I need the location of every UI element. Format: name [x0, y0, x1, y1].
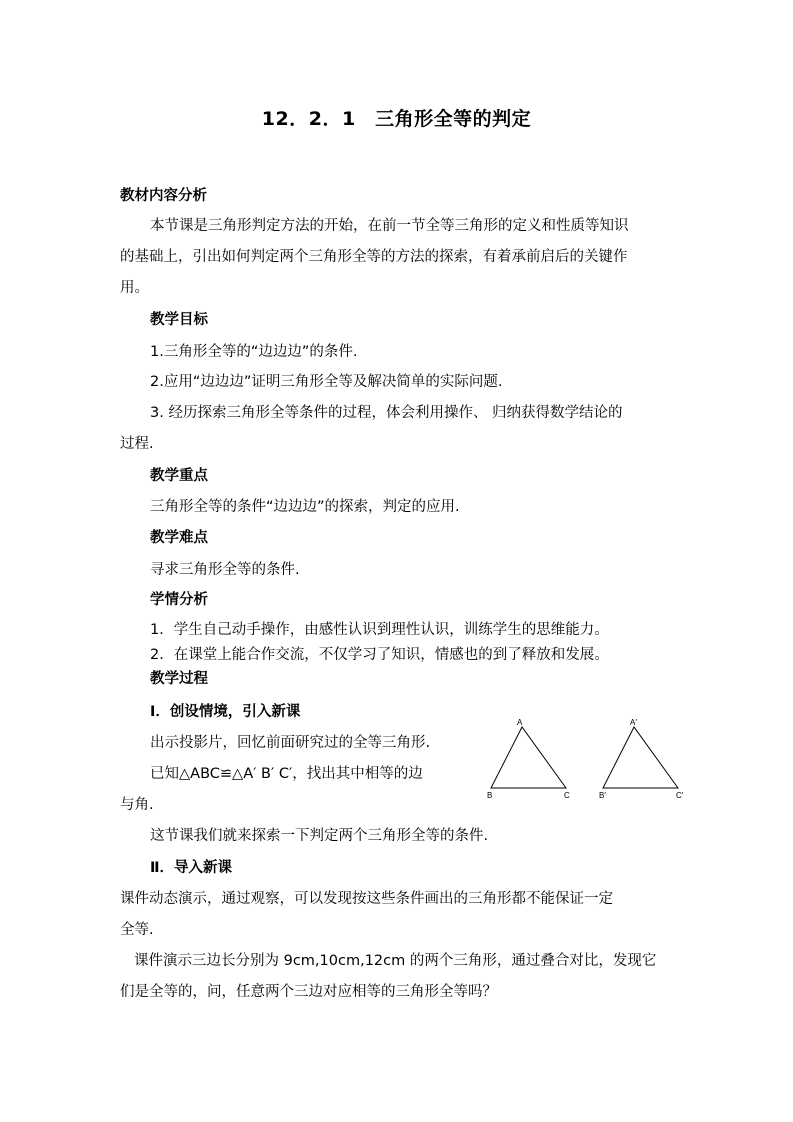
paragraph-line: 的基础上，引出如何判定两个三角形全等的方法的探索，有着承前启后的关键作: [120, 249, 628, 265]
vertex-label-c-prime: C′: [676, 791, 684, 800]
student-analysis-item: 2．在课堂上能合作交流，不仅学习了知识，情感也的到了释放和发展。: [150, 647, 609, 663]
section-heading-difficulties: 教学难点: [150, 530, 208, 546]
objective-item: 1.三角形全等的“边边边”的条件.: [150, 344, 358, 360]
process-part1-line: 出示投影片，回忆前面研究过的全等三角形.: [150, 735, 431, 751]
vertex-label-b-prime: B′: [599, 791, 606, 800]
congruent-triangles-figure: [480, 712, 695, 807]
process-part2-line: 课件动态演示，通过观察，可以发现按这些条件画出的三角形都不能保证一定: [120, 891, 613, 907]
process-part2-line: 全等.: [120, 922, 154, 938]
process-part1-heading: Ⅰ．创设情境，引入新课: [150, 704, 301, 720]
paragraph-line: 用。: [120, 280, 149, 296]
process-part1-line: 这节课我们就来探索一下判定两个三角形全等的条件.: [150, 828, 489, 844]
page-title: 12．2．1 三角形全等的判定: [261, 108, 532, 130]
process-part2-line: 课件演示三边长分别为 9cm,10cm,12cm 的两个三角形，通过叠合对比，发现它: [134, 953, 657, 969]
process-part2-line: 们是全等的，问，任意两个三边对应相等的三角形全等吗？: [120, 984, 497, 1000]
student-analysis-item: 1．学生自己动手操作，由感性认识到理性认识，训练学生的思维能力。: [150, 622, 609, 638]
process-part1-line: 与角.: [120, 797, 154, 813]
objective-item: 3. 经历探索三角形全等条件的过程，体会利用操作、 归纳获得数学结论的: [150, 405, 623, 421]
section-heading-objectives: 教学目标: [150, 312, 208, 328]
objective-item: 过程.: [120, 436, 154, 452]
process-part2-heading: Ⅱ．导入新课: [150, 860, 233, 876]
vertex-label-c: C: [564, 791, 570, 800]
vertex-label-a: A: [517, 718, 523, 727]
process-part1-line: 已知△ABC≌△A′ B′ C′，找出其中相等的边: [150, 766, 423, 782]
difficulties-text: 寻求三角形全等的条件.: [150, 562, 300, 578]
triangle-a-prime-b-prime-c-prime: [603, 727, 678, 788]
section-heading-student-analysis: 学情分析: [150, 592, 208, 608]
section-heading-process: 教学过程: [150, 671, 208, 687]
triangle-abc: [491, 727, 566, 788]
paragraph-line: 本节课是三角形判定方法的开始，在前一节全等三角形的定义和性质等知识: [150, 218, 629, 234]
key-points-text: 三角形全等的条件“边边边”的探索，判定的应用.: [150, 499, 460, 515]
section-heading-content-analysis: 教材内容分析: [120, 188, 207, 204]
objective-item: 2.应用“边边边”证明三角形全等及解决简单的实际问题.: [150, 374, 503, 390]
vertex-label-b: B: [487, 791, 493, 800]
section-heading-key-points: 教学重点: [150, 468, 208, 484]
vertex-label-a-prime: A′: [630, 718, 637, 727]
